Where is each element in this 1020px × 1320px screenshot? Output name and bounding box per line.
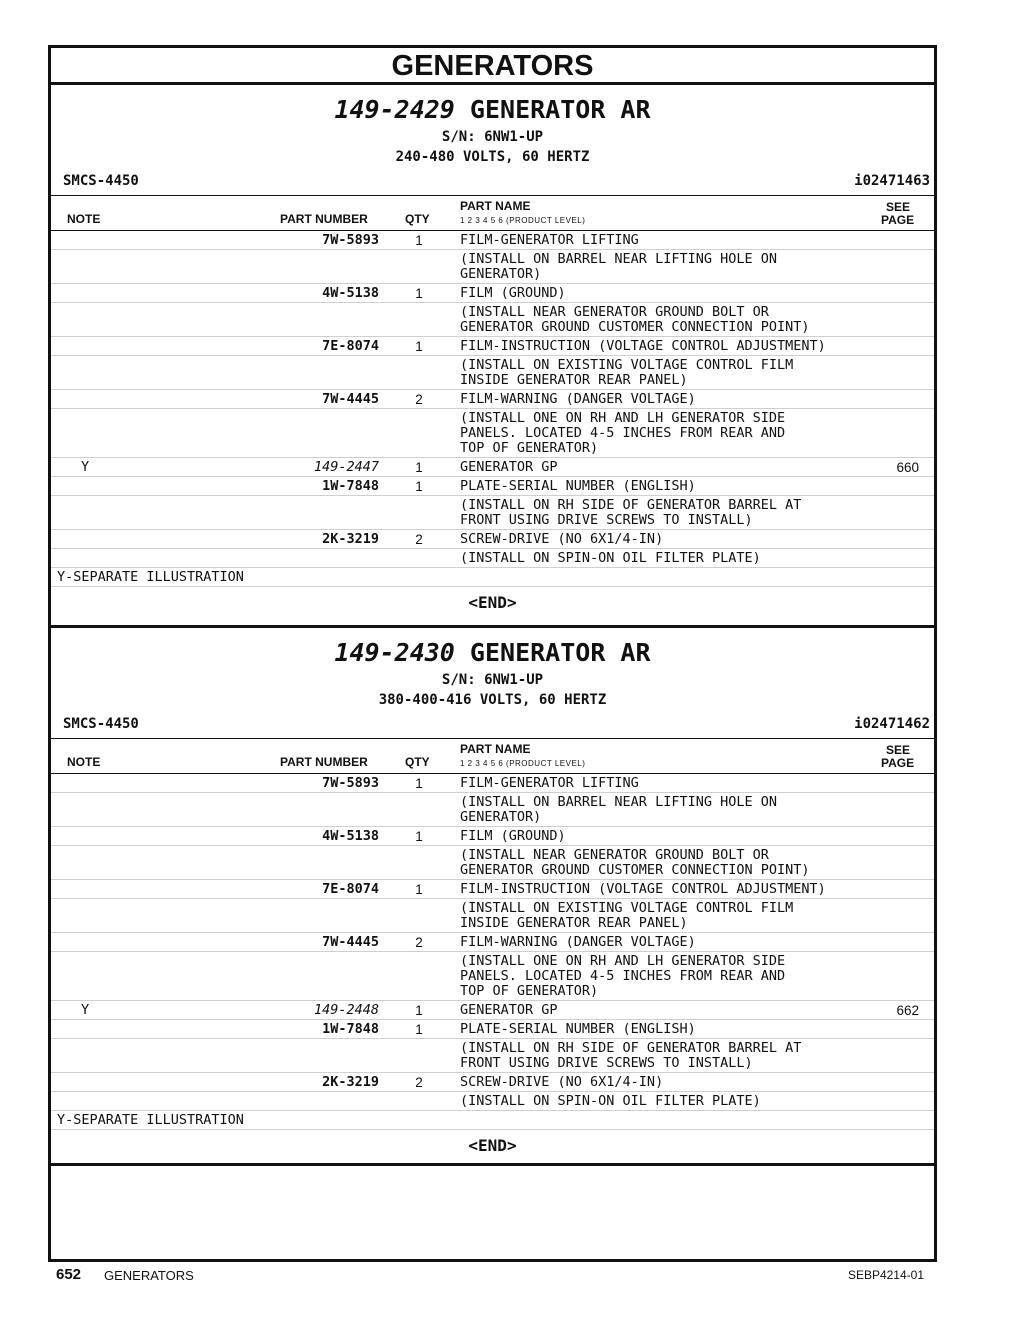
qty-cell: 2 [415, 392, 423, 407]
table-row [51, 1039, 934, 1073]
separate-illustration-note: Y-SEPARATE ILLUSTRATION [51, 1111, 934, 1130]
qty-cell: 2 [415, 935, 423, 950]
part-name-cell: (INSTALL ON EXISTING VOLTAGE CONTROL FILM INSIDE GENERATOR REAR PANEL) [460, 900, 794, 931]
part-number-cell[interactable]: 7W-5893 [322, 232, 379, 248]
col-part-name: PART NAME [460, 742, 531, 756]
part-name-cell: (INSTALL ON BARREL NEAR LIFTING HOLE ON GENERATOR) [460, 794, 777, 825]
col-page: PAGE [881, 756, 915, 770]
footer-section-label: GENERATORS [104, 1268, 194, 1283]
table-row [51, 793, 934, 827]
group-name: GENERATOR AR [469, 95, 651, 124]
col-qty: QTY [405, 755, 430, 769]
rating: 240-480 VOLTS, 60 HERTZ [395, 149, 590, 165]
table-row [51, 1020, 934, 1039]
col-part-number: PART NUMBER [280, 755, 368, 769]
part-name-cell: (INSTALL ON RH SIDE OF GENERATOR BARREL AT FRONT USING DRIVE SCREWS TO INSTALL) [460, 497, 802, 528]
table-row [51, 933, 934, 952]
table-row [51, 231, 934, 250]
part-name-cell: SCREW-DRIVE (NO 6X1/4-IN) [460, 1074, 664, 1090]
part-name-cell: (INSTALL ON RH SIDE OF GENERATOR BARREL AT FRONT USING DRIVE SCREWS TO INSTALL) [460, 1040, 802, 1071]
parts-rows [51, 774, 934, 1111]
see-page-cell[interactable]: 662 [896, 1003, 919, 1018]
qty-cell: 2 [415, 532, 423, 547]
section-title [51, 93, 934, 127]
separate-illustration-note: Y-SEPARATE ILLUSTRATION [51, 568, 934, 587]
col-note: NOTE [67, 755, 101, 769]
parts-section-1 [51, 85, 934, 625]
qty-cell: 1 [415, 882, 423, 897]
part-name-cell: GENERATOR GP [460, 1002, 558, 1018]
part-number-cell[interactable]: 7E-8074 [322, 338, 379, 354]
table-row [51, 899, 934, 933]
part-name-cell: (INSTALL ON BARREL NEAR LIFTING HOLE ON GENERATOR) [460, 251, 777, 282]
col-product-level: 1 2 3 4 5 6 (PRODUCT LEVEL) [460, 759, 586, 768]
smcs-row [51, 714, 934, 738]
qty-cell: 1 [415, 460, 423, 475]
smcs-row [51, 171, 934, 195]
part-name-cell: PLATE-SERIAL NUMBER (ENGLISH) [460, 1021, 696, 1037]
part-name-cell: FILM-INSTRUCTION (VOLTAGE CONTROL ADJUSTMENT) [460, 881, 826, 897]
table-row [51, 1073, 934, 1092]
qty-cell: 1 [415, 829, 423, 844]
group-number[interactable]: 149-2430 [334, 638, 455, 667]
qty-cell: 1 [415, 1022, 423, 1037]
col-see: SEE [886, 743, 911, 757]
smcs-code: SMCS-4450 [63, 716, 139, 732]
part-name-cell: FILM-INSTRUCTION (VOLTAGE CONTROL ADJUSTMENT) [460, 338, 826, 354]
table-row [51, 846, 934, 880]
qty-cell: 1 [415, 233, 423, 248]
table-row [51, 458, 934, 477]
page-number: 652 [56, 1266, 82, 1283]
table-row [51, 1092, 934, 1111]
col-page: PAGE [881, 213, 915, 227]
part-number-cell[interactable]: 4W-5138 [322, 828, 379, 844]
rating: 380-400-416 VOLTS, 60 HERTZ [378, 692, 607, 708]
end-marker: <END> [468, 593, 517, 612]
col-see: SEE [886, 200, 911, 214]
part-name-cell: SCREW-DRIVE (NO 6X1/4-IN) [460, 531, 664, 547]
part-name-cell: FILM (GROUND) [460, 285, 566, 301]
table-row [51, 774, 934, 793]
col-part-name: PART NAME [460, 199, 531, 213]
table-row [51, 390, 934, 409]
table-row [51, 303, 934, 337]
group-name: GENERATOR AR [469, 638, 651, 667]
qty-cell: 1 [415, 1003, 423, 1018]
part-number-cell[interactable]: 2K-3219 [322, 1074, 379, 1090]
col-note: NOTE [67, 212, 101, 226]
table-row [51, 1001, 934, 1020]
part-number-cell[interactable]: 149-2447 [313, 459, 379, 475]
table-row [51, 549, 934, 568]
section-divider [51, 1163, 934, 1166]
parts-section-2 [51, 628, 934, 1163]
note-cell: Y [81, 459, 90, 475]
qty-cell: 1 [415, 776, 423, 791]
col-product-level: 1 2 3 4 5 6 (PRODUCT LEVEL) [460, 216, 586, 225]
col-qty: QTY [405, 212, 430, 226]
section-title [51, 636, 934, 670]
part-name-cell: (INSTALL ONE ON RH AND LH GENERATOR SIDE PANELS. LOCATED 4-5 INCHES FROM REAR AND TOP OF GENERATOR) [460, 953, 786, 999]
part-number-cell[interactable]: 7W-5893 [322, 775, 379, 791]
table-row [51, 827, 934, 846]
serial-range: S/N: 6NW1-UP [441, 672, 544, 688]
part-name-cell: (INSTALL ON EXISTING VOLTAGE CONTROL FILM INSIDE GENERATOR REAR PANEL) [460, 357, 794, 388]
table-row [51, 409, 934, 458]
table-row [51, 337, 934, 356]
part-name-cell: PLATE-SERIAL NUMBER (ENGLISH) [460, 478, 696, 494]
illustration-id: i02471462 [854, 716, 930, 732]
end-marker: <END> [468, 1136, 517, 1155]
part-name-cell: (INSTALL NEAR GENERATOR GROUND BOLT OR GENERATOR GROUND CUSTOMER CONNECTION POINT) [460, 304, 810, 335]
part-name-cell: FILM-GENERATOR LIFTING [460, 775, 639, 791]
part-name-cell: (INSTALL ON SPIN-ON OIL FILTER PLATE) [460, 1093, 761, 1109]
part-number-cell[interactable]: 149-2448 [313, 1002, 379, 1018]
part-number-cell[interactable]: 4W-5138 [322, 285, 379, 301]
part-name-cell: GENERATOR GP [460, 459, 558, 475]
page-frame [48, 45, 937, 1262]
smcs-code: SMCS-4450 [63, 173, 139, 189]
qty-cell: 1 [415, 286, 423, 301]
part-name-cell: (INSTALL ON SPIN-ON OIL FILTER PLATE) [460, 550, 761, 566]
column-header [51, 738, 934, 774]
table-row [51, 477, 934, 496]
table-row [51, 952, 934, 1001]
group-number[interactable]: 149-2429 [334, 95, 455, 124]
page-header: GENERATORS [51, 48, 934, 85]
table-row [51, 880, 934, 899]
qty-cell: 1 [415, 479, 423, 494]
part-name-cell: FILM-WARNING (DANGER VOLTAGE) [460, 391, 696, 407]
document-id: SEBP4214-01 [847, 1268, 924, 1282]
illustration-id: i02471463 [854, 173, 930, 189]
table-row [51, 496, 934, 530]
column-header [51, 195, 934, 231]
part-number-cell[interactable]: 7W-4445 [322, 934, 379, 950]
col-part-number: PART NUMBER [280, 212, 368, 226]
table-row [51, 530, 934, 549]
see-page-cell[interactable]: 660 [896, 460, 919, 475]
parts-rows [51, 231, 934, 568]
serial-range: S/N: 6NW1-UP [441, 129, 544, 145]
page-footer [56, 1266, 924, 1286]
part-name-cell: (INSTALL NEAR GENERATOR GROUND BOLT OR GENERATOR GROUND CUSTOMER CONNECTION POINT) [460, 847, 810, 878]
qty-cell: 2 [415, 1075, 423, 1090]
qty-cell: 1 [415, 339, 423, 354]
table-row [51, 356, 934, 390]
part-number-cell[interactable]: 1W-7848 [322, 1021, 379, 1037]
table-row [51, 284, 934, 303]
part-number-cell[interactable]: 2K-3219 [322, 531, 379, 547]
part-name-cell: (INSTALL ONE ON RH AND LH GENERATOR SIDE PANELS. LOCATED 4-5 INCHES FROM REAR AND TOP OF GENERATOR) [460, 410, 786, 456]
part-name-cell: FILM-WARNING (DANGER VOLTAGE) [460, 934, 696, 950]
table-row [51, 250, 934, 284]
note-cell: Y [81, 1002, 90, 1018]
part-number-cell[interactable]: 7W-4445 [322, 391, 379, 407]
part-name-cell: FILM (GROUND) [460, 828, 566, 844]
part-number-cell[interactable]: 1W-7848 [322, 478, 379, 494]
part-name-cell: FILM-GENERATOR LIFTING [460, 232, 639, 248]
part-number-cell[interactable]: 7E-8074 [322, 881, 379, 897]
